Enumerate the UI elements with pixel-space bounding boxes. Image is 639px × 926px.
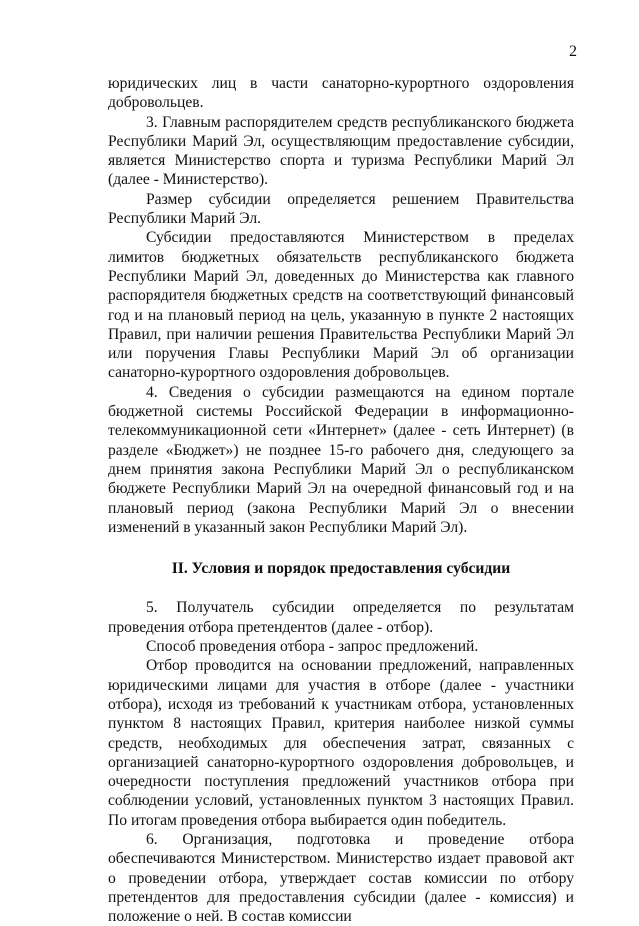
paragraph-selection-method: Способ проведения отбора - запрос предложений.: [146, 638, 479, 656]
page-number: 2: [569, 43, 577, 60]
paragraph-subsidy-limits: Субсидии предоставляются Министерством в пределах лимитов бюджетных обязательств республиканского бюджета Республики Марий Эл, доведенных до Министерства как главного распорядителя бюджетных средств на соответствующий финансовый год и на плановый период на цель, указанную в пункте 2 настоящих Правил, при наличии решения Правительства Республики Марий Эл или поручения Главы Республики Марий Эл об организации санаторно-курортного оздоровления добровольцев.: [108, 229, 574, 382]
paragraph-4: 4. Сведения о субсидии размещаются на едином портале бюджетной системы Российской Федерации в информационно-телекоммуникационной сети «Интернет» (далее - сеть Интернет) (в разделе «Бюджет») не позднее 15-го рабочего дня, следующего за днем принятия закона Республики Марий Эл о республиканском бюджете Республики Марий Эл на очередной финансовый год и на плановый период (закона Республики Марий Эл о внесении изменений в указанный закон Республики Марий Эл).: [108, 383, 574, 536]
paragraph-6: 6. Организация, подготовка и проведение отбора обеспечиваются Министерством. Министерство издает правовой акт о проведении отбора, утверждает состав комиссии по отбору претендентов для предоставления субсидии (далее - комиссия) и положение о ней. В состав комиссии: [108, 830, 574, 926]
section-heading: II. Условия и порядок предоставления субсидии: [171, 560, 511, 578]
paragraph-5: 5. Получатель субсидии определяется по результатам проведения отбора претендентов (далее - отбор).: [108, 599, 574, 636]
paragraph-subsidy-size: Размер субсидии определяется решением Правительства Республики Марий Эл.: [108, 190, 574, 228]
paragraph-selection-basis: Отбор проводится на основании предложений, направленных юридическими лицами для участия в отборе (далее - участники отбора), исходя из требований к участникам отбора, установленных пунктом 8 настоящих Правил, критерия наиболее низкой суммы средств, необходимых для обеспечения затрат, связанных с организацией санаторно-курортного оздоровления добровольцев, и очередности поступления предложений участников отбора при соблюдении условий, установленных пунктом 3 настоящих Правил. По итогам проведения отбора выбирается один победитель.: [108, 657, 574, 829]
paragraph-3: 3. Главным распорядителем средств республиканского бюджета Республики Марий Эл, осуществляющим предоставление субсидии, является Министерство спорта и туризма Республики Марий Эл (далее - Министерство).: [108, 113, 574, 189]
document-body: [108, 74, 574, 926]
paragraph-continuation: юридических лиц в части санаторно-курортного оздоровления добровольцев.: [108, 75, 574, 112]
